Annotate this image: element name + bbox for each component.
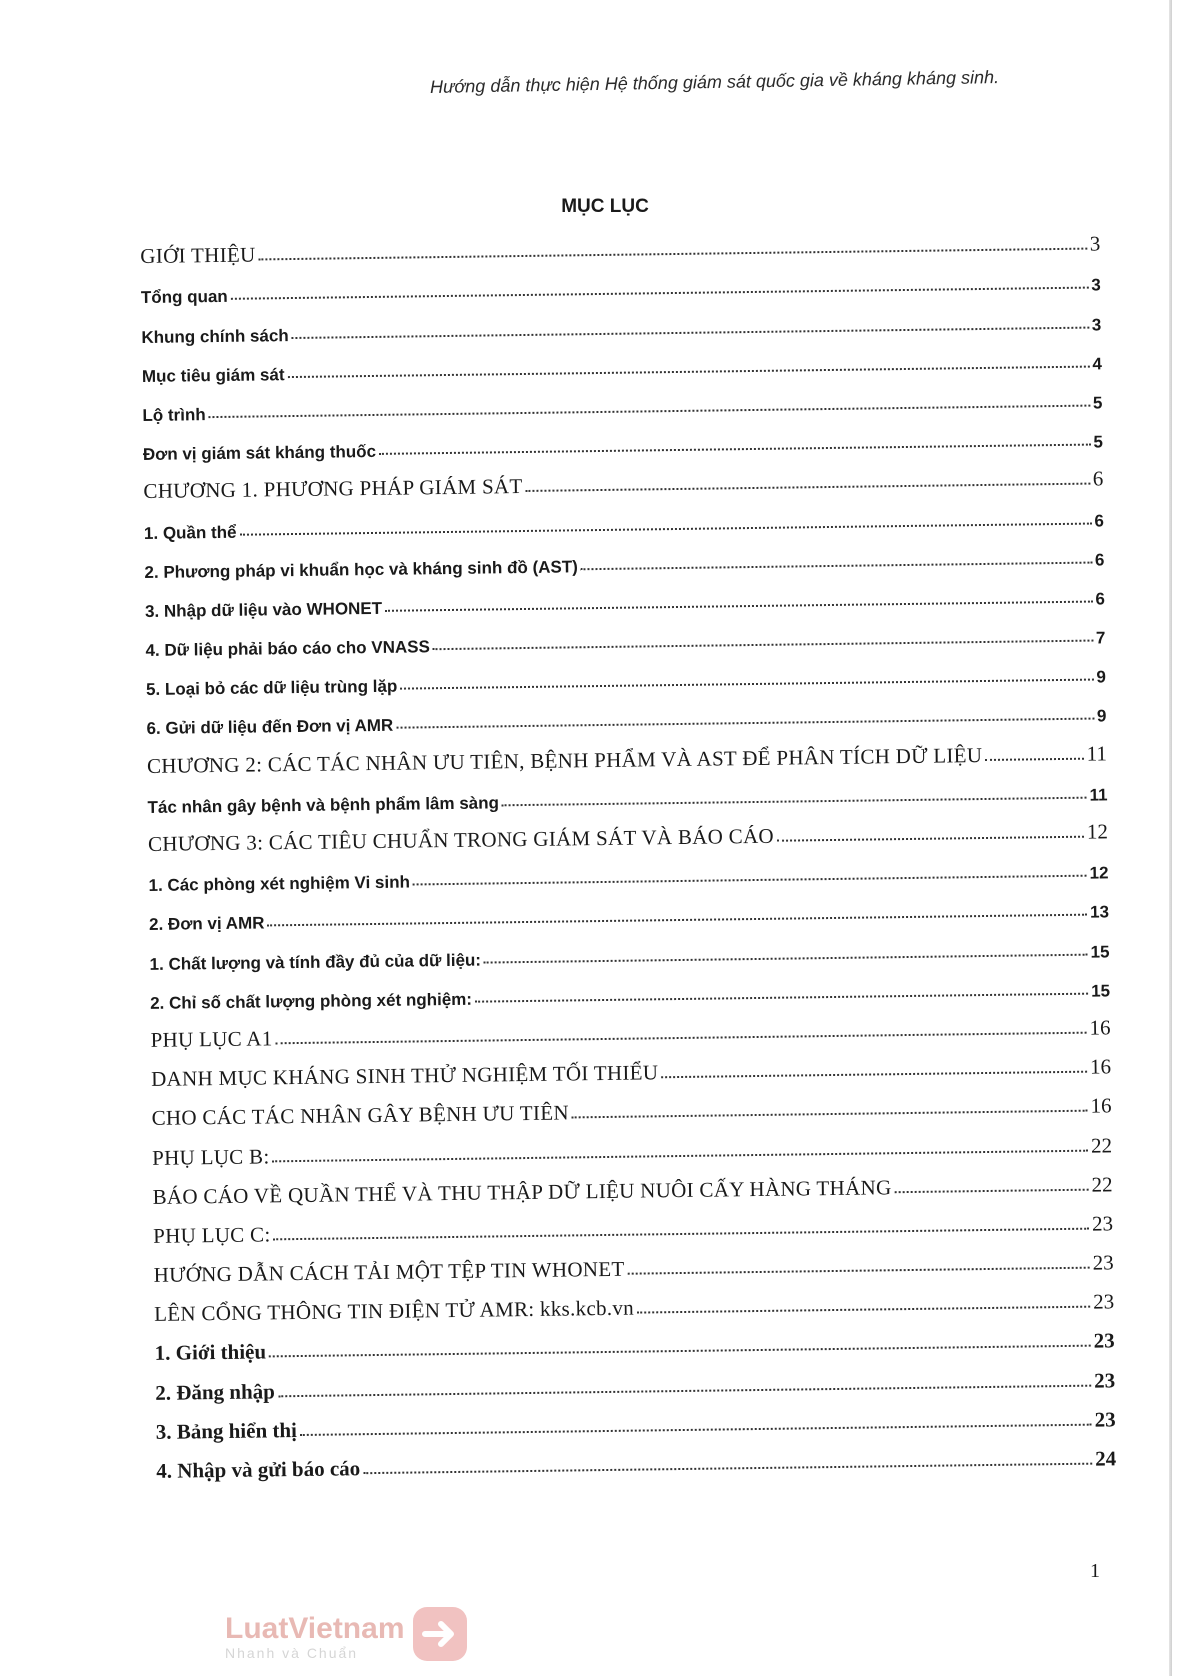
toc-entry-page: 7	[1095, 628, 1106, 648]
toc-entry-label: CHƯƠNG 2: CÁC TÁC NHÂN ƯU TIÊN, BỆNH PHẨM VÀ AST ĐỂ PHÂN TÍCH DỮ LIỆU	[146, 742, 983, 778]
toc-entry-label: LÊN CỔNG THÔNG TIN ĐIỆN TỬ AMR: kks.kcb.vn	[154, 1295, 635, 1327]
toc-entry-page: 9	[1096, 667, 1107, 687]
toc-entry-label: 6. Gửi dữ liệu đến Đơn vị AMR	[146, 716, 394, 739]
toc-entry-label: 1. Quần thể	[143, 522, 237, 543]
toc-entry-page: 11	[1086, 741, 1108, 766]
toc-entry-label: PHỤ LỤC B:	[151, 1143, 270, 1170]
toc-entry-page: 15	[1090, 941, 1110, 962]
toc-entry-page: 23	[1094, 1407, 1116, 1432]
toc-entry-page: 5	[1092, 393, 1103, 413]
toc-entry-label: 2. Phương pháp vi khuẩn học và kháng sinh đồ (AST)	[144, 556, 578, 582]
toc-entry-label: GIỚI THIỆU	[140, 242, 256, 269]
toc-entry-page: 22	[1091, 1172, 1113, 1197]
toc-entry-label: 1. Chất lượng và tính đầy đủ của dữ liệu:	[149, 950, 482, 974]
toc-dot-leader	[895, 1188, 1089, 1193]
toc-entry-page: 16	[1090, 1093, 1112, 1118]
table-of-contents	[140, 217, 1116, 1483]
toc-entry-label: Mục tiêu giám sát	[141, 364, 285, 386]
toc-entry-page: 11	[1089, 785, 1108, 805]
toc-entry-label: PHỤ LỤC A1	[150, 1026, 273, 1052]
toc-entry-page: 5	[1093, 432, 1103, 452]
toc-entry-label: Đơn vị giám sát kháng thuốc	[142, 442, 377, 465]
toc-dot-leader	[572, 1110, 1088, 1119]
toc-entry-page: 24	[1095, 1446, 1117, 1471]
toc-entry-page: 12	[1086, 819, 1109, 844]
toc-dot-leader	[363, 1463, 1092, 1475]
toc-dot-leader	[433, 640, 1093, 651]
toc-entry-label: CHO CÁC TÁC NHÂN GÂY BỆNH ƯU TIÊN	[151, 1100, 569, 1131]
toc-entry-page: 4	[1092, 354, 1102, 374]
running-header: Hướng dẫn thực hiện Hệ thống giám sát quốc gia về kháng kháng sinh.	[429, 67, 1000, 97]
toc-dot-leader	[628, 1267, 1090, 1275]
toc-entry-label: 1. Giới thiệu	[154, 1339, 267, 1366]
toc-entry-label: 3. Nhập dữ liệu vào WHONET	[144, 598, 383, 621]
toc-entry-label: 3. Bảng hiển thị	[155, 1417, 298, 1444]
toc-dot-leader	[502, 796, 1087, 806]
toc-entry-page: 6	[1095, 589, 1106, 609]
toc-dot-leader	[661, 1071, 1087, 1079]
toc-entry-page: 23	[1093, 1328, 1115, 1354]
toc-entry-page: 23	[1092, 1250, 1114, 1275]
toc-entry-page: 23	[1093, 1367, 1116, 1393]
toc-entry-page: 22	[1090, 1132, 1113, 1158]
toc-entry-page: 6	[1094, 510, 1105, 531]
toc-entry-label: Lộ trình	[142, 405, 206, 425]
toc-dot-leader	[475, 992, 1088, 1002]
toc-entry-label: Tổng quan	[140, 287, 228, 308]
toc-dot-leader	[484, 953, 1088, 963]
toc-entry-page: 6	[1094, 550, 1105, 570]
toc-entry-label: 1. Các phòng xét nghiệm Vi sinh	[148, 872, 411, 896]
toc-entry-label: 2. Đơn vị AMR	[148, 913, 265, 935]
toc-entry-label: 2. Đăng nhập	[155, 1378, 276, 1405]
toc-entry-label: 4. Nhập và gửi báo cáo	[156, 1456, 361, 1483]
toc-entry-page: 16	[1089, 1015, 1111, 1040]
toc-entry-label: DANH MỤC KHÁNG SINH THỬ NGHIỆM TỐI THIỂU	[150, 1060, 659, 1092]
arrow-right-icon	[411, 1605, 469, 1668]
toc-entry-label: CHƯƠNG 3: CÁC TIÊU CHUẨN TRONG GIÁM SÁT VÀ BÁO CÁO	[147, 823, 775, 856]
toc-entry-page: 23	[1091, 1211, 1114, 1236]
toc-dot-leader	[985, 757, 1083, 760]
toc-entry-page: 9	[1096, 706, 1107, 726]
toc-entry-label: HƯỚNG DẪN CÁCH TẢI MỘT TỆP TIN WHONET	[153, 1256, 625, 1287]
page-edge	[1169, 0, 1172, 1676]
toc-dot-leader	[581, 561, 1092, 570]
toc-entry-page: 6	[1092, 466, 1104, 491]
watermark-logo	[225, 1605, 469, 1668]
toc-entry-label: 4. Dữ liệu phải báo cáo cho VNASS	[145, 637, 430, 661]
toc-entry-page: 3	[1091, 275, 1101, 295]
toc-entry-page: 3	[1091, 314, 1102, 335]
toc-dot-leader	[413, 875, 1087, 886]
toc-entry-page: 23	[1092, 1289, 1115, 1314]
toc-title: MỤC LỤC	[561, 196, 649, 217]
toc-entry-label: 2. Chỉ số chất lượng phòng xét nghiệm:	[149, 989, 473, 1013]
toc-entry-page: 3	[1089, 231, 1101, 256]
toc-entry-page: 16	[1089, 1054, 1112, 1079]
watermark-brand: LuatVietnam	[225, 1611, 405, 1645]
toc-entry-label: Khung chính sách	[141, 325, 289, 347]
toc-entry-label: BÁO CÁO VỀ QUẦN THỂ VÀ THU THẬP DỮ LIỆU NUÔI CẤY HÀNG THÁNG	[152, 1174, 892, 1209]
toc-entry-page: 13	[1089, 902, 1110, 922]
toc-entry-page: 12	[1089, 863, 1109, 883]
page-number: 1	[1090, 1560, 1100, 1582]
toc-entry-label: 5. Loại bỏ các dữ liệu trùng lặp	[145, 676, 398, 700]
toc-dot-leader	[637, 1306, 1090, 1314]
toc-dot-leader	[526, 483, 1090, 492]
toc-dot-leader	[777, 836, 1084, 842]
toc-entry-label: PHỤ LỤC C:	[153, 1222, 271, 1248]
toc-entry-label: Tác nhân gây bệnh và bệnh phẩm lâm sàng	[147, 793, 500, 817]
toc-entry-page: 15	[1090, 981, 1111, 1001]
watermark-tagline: Nhanh và Chuẩn	[225, 1644, 359, 1661]
toc-entry-label: CHƯƠNG 1. PHƯƠNG PHÁP GIÁM SÁT	[143, 474, 523, 504]
